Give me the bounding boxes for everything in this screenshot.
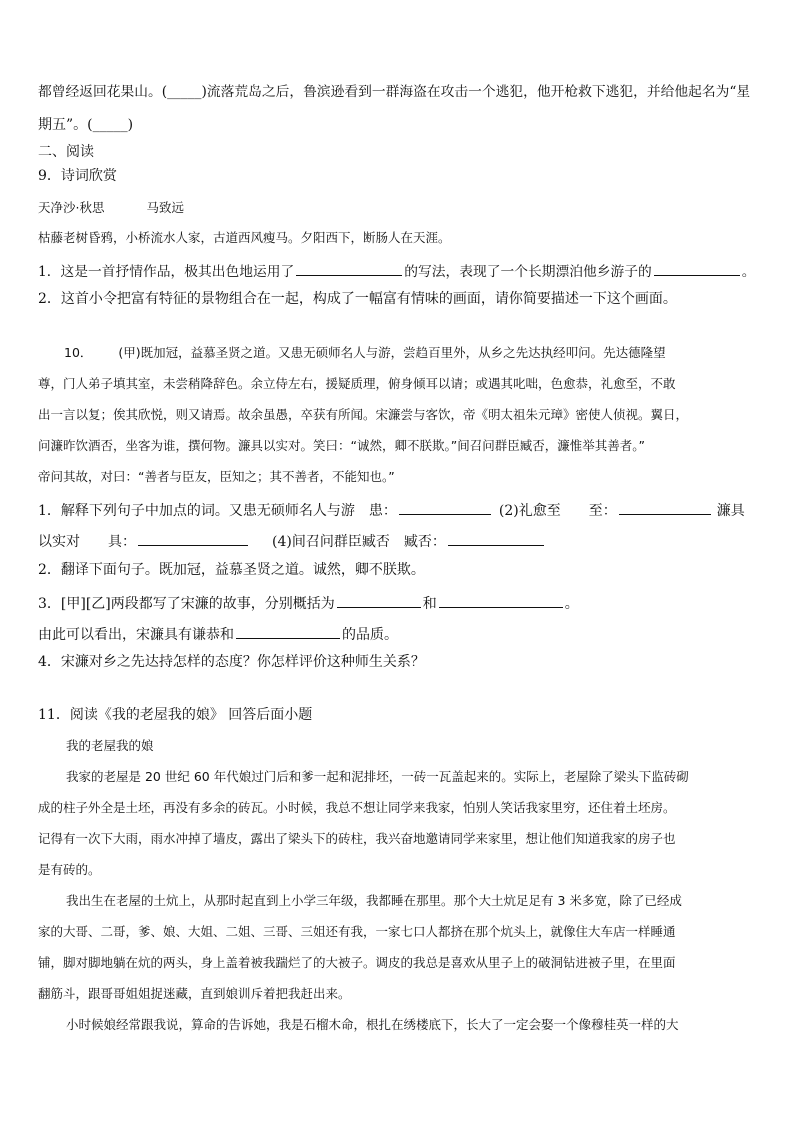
essay-title: 我的老屋我的娘: [66, 738, 154, 753]
answer-blank[interactable]: [448, 532, 544, 546]
answer-blank[interactable]: [399, 501, 491, 515]
essay-line: 翻筋斗，跟哥哥姐姐捉迷藏，直到娘训斥着把我赶出来。: [38, 986, 351, 1001]
q10-question-3-cont: [38, 625, 398, 642]
q10-p1-text: (甲)既加冠，益慕圣贤之道。又患无硕师名人与游，尝趋百里外，从乡之先达执经叩问。先达德隆望: [118, 345, 666, 360]
q10-question-4: 4．宋濂对乡之先达持怎样的态度？你怎样评价这种师生关系？: [38, 654, 425, 670]
essay-line: 是有砖的。: [38, 862, 101, 877]
poem-title-line: [38, 202, 184, 215]
essay-line: 铺，脚对脚地躺在炕的两头，身上盖着被我踹烂了的大被子。调皮的我总是喜欢从里子上的破洞钻进被子里，在里面: [38, 955, 676, 970]
q9-question-2: 2．这首小令把富有特征的景物组合在一起，构成了一幅富有情味的画面，请你简要描述一下这个画面。: [38, 291, 677, 307]
essay-line: 记得有一次下大雨，雨水冲掉了墙皮，露出了梁头下的砖柱，我兴奋地邀请同学来家里，想让他们知道我家的房子也: [38, 831, 676, 846]
q10-question-3: [38, 594, 579, 611]
answer-blank[interactable]: [439, 594, 563, 608]
q10-q1-text-d: 以实对 具：: [38, 534, 136, 550]
q8-tail-line1: 都曾经返回花果山。(_____)流落荒岛之后，鲁滨逊看到一群海盗在攻击一个逃犯，他开枪救下逃犯，并给他起名为“星: [38, 84, 751, 100]
q10-q1-text-e: (4)间召问群臣臧否 臧否：: [272, 534, 446, 550]
q10-paragraph-line3: 出一言以复；俟其欣悦，则又请焉。故余虽愚，卒获有所闻。宋濂尝与客饮，帝《明太祖朱元璋》密使人侦视。翼日，: [38, 407, 689, 422]
q10-question-1-line2: [38, 532, 546, 549]
answer-blank[interactable]: [654, 262, 740, 276]
poem-title: 天净沙·秋思: [38, 200, 105, 215]
q10-q3-text-e: 的品质。: [342, 627, 398, 643]
q9-heading: 9．诗词欣赏: [38, 168, 117, 184]
q10-q3-text-a: 3．[甲][乙]两段都写了宋濂的故事，分别概括为: [38, 596, 335, 612]
q10-q3-text-b: 和: [422, 596, 437, 612]
q9-question-1: [38, 262, 756, 280]
q10-paragraph-line2: 尊，门人弟子填其室，未尝稍降辞色。余立侍左右，援疑质理，俯身倾耳以请；或遇其叱咄，色愈恭，礼愈至，不敢: [38, 376, 676, 391]
q10-q1-text-c: 濂具: [716, 503, 745, 519]
q10-q3-text-c: 。: [564, 596, 579, 612]
q10-question-2: 2．翻译下面句子。既加冠，益慕圣贤之道。诚然，卿不朕欺。: [38, 562, 425, 578]
essay-line: 成的柱子外全是土坯，再没有多余的砖瓦。小时候，我总不想让同学来我家，怕别人笑话我家里穷，还住着土坯房。: [38, 800, 676, 815]
q10-paragraph-line1: [64, 347, 666, 360]
answer-blank[interactable]: [337, 594, 421, 608]
section-heading: 二、阅读: [38, 144, 94, 160]
answer-blank[interactable]: [236, 625, 340, 639]
poem-text: 枯藤老树昏鸦，小桥流水人家，古道西风瘦马。夕阳西下，断肠人在天涯。: [38, 230, 451, 245]
q10-paragraph-line4: 问濂昨饮酒否，坐客为谁，撰何物。濂具以实对。笑曰：“诚然，卿不朕欺。”间召问群臣臧否，濂惟举其善者。”: [38, 438, 645, 453]
q10-q1-text-a: 1．解释下列句子中加点的词。又患无硕师名人与游 患：: [38, 503, 397, 519]
q9-q1-text-a: 1．这是一首抒情作品，极其出色地运用了: [38, 264, 295, 280]
essay-line: 我家的老屋是 20 世纪 60 年代娘过门后和爹一起和泥排坯，一砖一瓦盖起来的。实际上，老屋除了梁头下监砖砌: [66, 769, 689, 784]
essay-line: 小时候娘经常跟我说，算命的告诉她，我是石榴木命，根扎在绣楼底下，长大了一定会娶一个像穆桂英一样的大: [66, 1017, 679, 1032]
answer-blank[interactable]: [296, 262, 402, 276]
q10-question-1-line1: [38, 501, 745, 518]
q10-paragraph-line5: 帝问其故，对曰：“善者与臣友，臣知之；其不善者，不能知也。”: [38, 469, 395, 484]
q8-tail-line2: 期五”。(_____): [38, 117, 134, 133]
q9-q1-text-b: 的写法，表现了一个长期漂泊他乡游子的: [404, 264, 652, 280]
q11-heading: 11．阅读《我的老屋我的娘》 回答后面小题: [38, 707, 313, 723]
q10-q3-text-d: 由此可以看出，宋濂具有谦恭和: [38, 627, 234, 643]
poem-author: 马致远: [146, 200, 184, 215]
q9-q1-text-c: 。: [741, 264, 756, 280]
essay-line: 我出生在老屋的土炕上，从那时起直到上小学三年级，我都睡在那里。那个大土炕足足有 3 米多宽，除了已经成: [66, 893, 682, 908]
q10-q1-text-b: (2)礼愈至 至：: [498, 503, 617, 519]
answer-blank[interactable]: [138, 532, 248, 546]
answer-blank[interactable]: [619, 501, 711, 515]
essay-line: 家的大哥、二哥，爹、娘、大姐、二姐、三哥、三姐还有我，一家七口人都挤在那个炕头上，就像住大车店一样睡通: [38, 924, 676, 939]
q10-number: 10．: [64, 345, 93, 360]
